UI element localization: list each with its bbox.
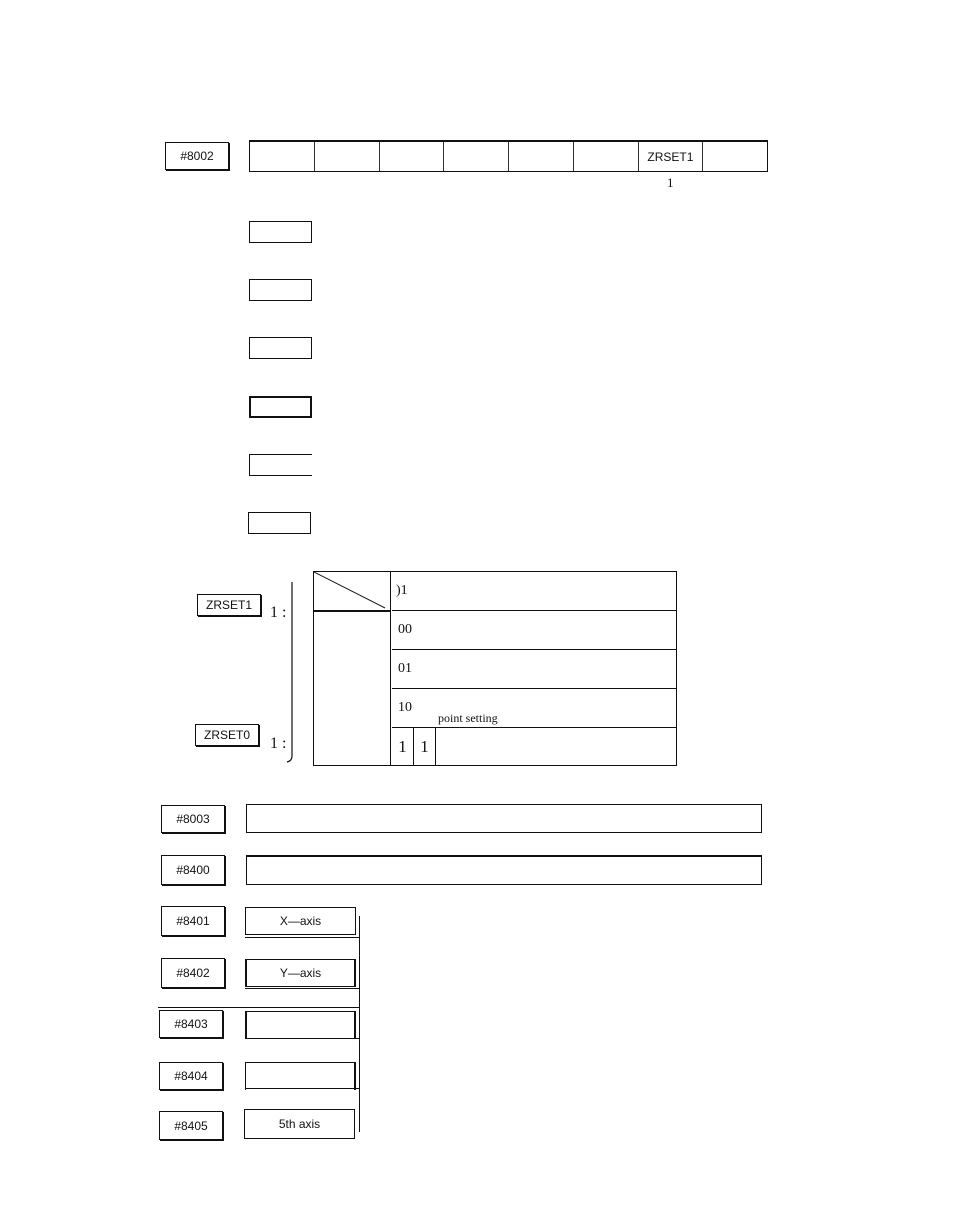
table-header-rule: [314, 610, 391, 612]
table-row: [392, 689, 676, 728]
zrset1-label: 1 :: [270, 604, 287, 621]
param-8002-tag: #8002: [165, 142, 229, 170]
table-header-row: [392, 572, 676, 611]
zrset1-tag: ZRSET1: [197, 594, 261, 616]
bit-3-cell: [509, 142, 574, 171]
option-bit-cell: 1: [392, 728, 414, 765]
table-row: [392, 650, 676, 689]
axis-3-box: [245, 1011, 356, 1039]
axis-5-box: 5th axis: [244, 1109, 355, 1139]
x-axis-box: X—axis: [245, 907, 356, 935]
bit-5-cell: [380, 142, 445, 171]
param-8002-bit-row: [249, 140, 768, 172]
option-code: 01: [398, 661, 412, 676]
table-row: [392, 728, 676, 765]
zrset-option-table: [313, 571, 677, 766]
bit-desc-box: [249, 454, 312, 476]
axis-vertical-rule: [359, 916, 360, 1132]
axis-rule: [245, 988, 360, 989]
bit-desc-box: [249, 221, 312, 243]
brace-line: [285, 580, 297, 764]
option-code: 00: [398, 622, 412, 637]
bit-desc-box: [248, 512, 311, 534]
zrset0-label: 1 :: [270, 735, 287, 752]
table-row: [392, 611, 676, 650]
bit-desc-box: [249, 337, 312, 359]
option-bit-cell: 1: [414, 728, 436, 765]
option-code: 10: [398, 700, 412, 715]
axis-rule: [158, 1007, 360, 1008]
bit-7-cell: [250, 142, 315, 171]
axis-rule: [245, 1038, 360, 1039]
bit-4-cell: [444, 142, 509, 171]
param-8400-field: [246, 855, 762, 885]
option-text: point setting: [438, 711, 498, 725]
param-8003-field: [246, 804, 762, 833]
bit-note: 1: [667, 175, 674, 190]
bit-6-cell: [315, 142, 380, 171]
param-8401-tag: #8401: [161, 906, 225, 936]
zrset0-tag: ZRSET0: [195, 724, 259, 746]
param-8405-tag: #8405: [159, 1111, 223, 1140]
param-8402-tag: #8402: [161, 958, 225, 988]
bit-2-cell: [574, 142, 639, 171]
axis-4-box: [245, 1062, 356, 1090]
table-diagonal: [314, 572, 391, 610]
axis-rule: [245, 937, 360, 938]
axis-rule: [245, 1088, 360, 1089]
bit-desc-box: [249, 396, 312, 418]
param-8404-tag: #8404: [159, 1062, 223, 1090]
param-8003-tag: #8003: [161, 805, 225, 833]
param-8403-tag: #8403: [159, 1010, 223, 1038]
option-code: )1: [396, 583, 408, 598]
param-8400-tag: #8400: [161, 855, 225, 885]
bit-0-cell: [703, 142, 767, 171]
bit-zrset1-cell: ZRSET1: [639, 142, 704, 171]
bit-desc-box: [249, 279, 312, 301]
y-axis-box: Y—axis: [245, 959, 356, 987]
